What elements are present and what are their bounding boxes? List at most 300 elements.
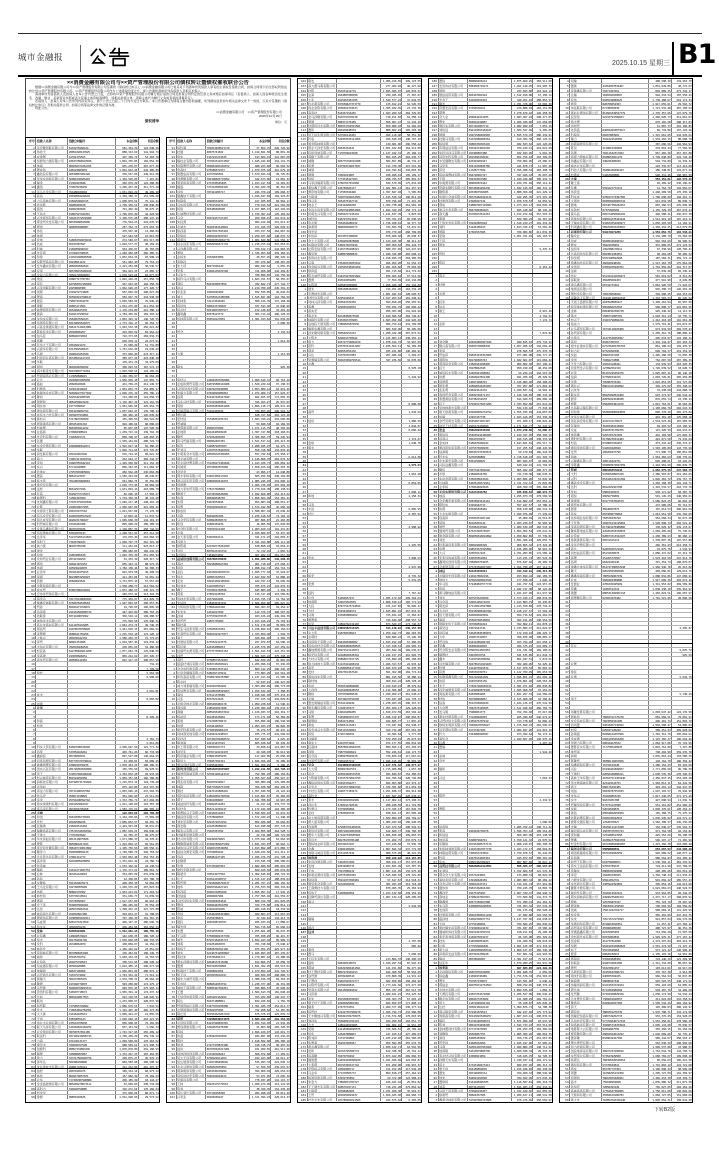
cell: 100: [169, 1091, 176, 1095]
table-row: [429, 216, 552, 220]
cell: [336, 168, 380, 171]
cell: 66526154441: [336, 146, 380, 149]
cell: 昌泰: [35, 750, 67, 753]
table-row: [26, 941, 159, 945]
cell: 14: [433, 626, 438, 630]
cell: 105,221.86: [380, 349, 401, 352]
cell: 234,709.88: [401, 322, 421, 325]
cell: 47737735563153: [205, 649, 249, 652]
cell: 创郭: [35, 290, 67, 293]
cell: 739146686792137: [205, 881, 249, 884]
cell: [35, 675, 67, 678]
cell: 华马恒: [438, 582, 468, 585]
cell: 1,198,941.03: [249, 693, 270, 696]
table-row: [167, 246, 290, 250]
cell: 302108825778952: [205, 177, 249, 180]
cell: 278,742.47: [532, 604, 552, 607]
cell: 66,733.98: [138, 750, 159, 753]
cell: 66: [31, 990, 35, 994]
cell: 215,041.09: [532, 402, 552, 405]
cell: 朱业建成丰有限公司: [35, 1065, 67, 1068]
table-row: [429, 643, 552, 647]
cell: 37378690650: [205, 815, 249, 818]
cell: 020411870153: [67, 562, 115, 565]
cell: [401, 516, 421, 519]
cell: 盛盛材刘投有限公司: [177, 662, 205, 666]
cell: 203,903.59: [115, 330, 138, 333]
cell: 创兴张: [307, 199, 337, 202]
cell: 291,168.93: [138, 1047, 159, 1050]
cell: 527,944.58: [115, 234, 138, 237]
table-row: [298, 885, 421, 889]
cell: 昌郭: [176, 395, 206, 398]
cell: 281726059502090: [67, 767, 115, 770]
cell: 1,878,444.25: [115, 763, 138, 766]
table-row: [26, 250, 159, 254]
cell: 金高材: [176, 168, 206, 171]
table-row: [167, 1094, 290, 1098]
cell: 7879709858548: [336, 692, 380, 695]
cell: [380, 472, 401, 475]
table-row: [429, 401, 552, 405]
cell: 地力李实贸有限公司: [177, 487, 205, 491]
cell: 7: [32, 172, 35, 176]
table-row: [167, 622, 290, 626]
cell: 1,967,132.12: [380, 895, 401, 898]
cell: 1,206,096.19: [249, 662, 270, 665]
cell: 609554356136: [336, 349, 380, 352]
cell: 228,746.88: [401, 776, 421, 779]
cell: 众大业: [438, 115, 468, 118]
cell: 华联: [35, 360, 67, 363]
cell: 69: [302, 586, 307, 591]
cell: 200,185.99: [115, 1078, 138, 1081]
cell: [532, 292, 552, 295]
cell: 037658427373779: [336, 102, 380, 105]
cell: [401, 587, 421, 590]
cell: 56: [31, 434, 35, 439]
cell: 泰宏何发隆有限公司: [35, 846, 67, 849]
table-row: [167, 653, 290, 657]
cell: 1,077,042.78: [115, 649, 138, 652]
cell: 110,387.28: [138, 802, 159, 805]
cell: [336, 591, 380, 594]
cell: [336, 446, 380, 449]
cell: 304394557986: [467, 177, 511, 180]
table-row: [298, 1035, 421, 1039]
cell: 385,977.24: [115, 356, 138, 359]
cell: 141,815.10: [532, 728, 552, 731]
cell: 37: [302, 445, 307, 450]
cell: 175,834.60: [401, 181, 421, 184]
cell: 28,709.40: [401, 1027, 421, 1030]
cell: 74625531306: [336, 860, 380, 863]
cell: 02878923416161: [467, 499, 511, 502]
table-row: [167, 342, 290, 346]
table-row: [167, 963, 290, 967]
table-row: [167, 561, 290, 565]
cell: 600,950.62: [380, 243, 401, 246]
cell: 1,424,921.04: [115, 824, 138, 827]
cell: 2185201027488: [205, 706, 249, 709]
cell: 创发吴: [307, 230, 337, 233]
table-row: [26, 1020, 159, 1024]
cell: 238,822.45: [532, 419, 552, 422]
cell: 材诚置: [35, 426, 67, 429]
cell: 159,244.89: [401, 283, 421, 286]
table-row: [429, 467, 552, 471]
cell: 43,992.32: [532, 388, 552, 391]
cell: 林联: [176, 785, 206, 788]
table-row: [429, 180, 552, 184]
cell: 12321175555: [67, 155, 115, 158]
cell: 发林: [35, 929, 67, 932]
cell: 0339141508757: [205, 877, 249, 880]
cell: 陈业诚贸有限公司: [307, 274, 337, 277]
cell: 311,058.48: [249, 269, 270, 272]
cell: 111: [300, 771, 307, 776]
cell: 1,206,437.20: [115, 185, 138, 188]
cell: 593,258.80: [115, 982, 138, 985]
cell: 商投: [176, 282, 206, 285]
table-row: [167, 775, 290, 779]
table-row: [167, 1077, 290, 1081]
cell: 22: [433, 366, 438, 370]
cell: 223,048.38: [138, 356, 159, 359]
table-row: [167, 591, 290, 595]
table-row: [429, 533, 552, 537]
cell: 217,692.06: [138, 798, 159, 801]
cell: 恒杨: [307, 177, 337, 180]
cell: 295,634.82: [270, 868, 290, 871]
table-row: [298, 1079, 421, 1083]
cell: 郭泰: [176, 592, 206, 595]
cell: 兴成泽有限公司: [176, 203, 206, 206]
cell: 1,176,234.80: [115, 308, 138, 311]
cell: 380540253232: [336, 331, 380, 334]
cell: 1,657.38: [401, 767, 421, 770]
cell: 53,971.05: [249, 1074, 270, 1077]
cell: 隆贸: [176, 435, 206, 438]
cell: 173: [300, 1044, 307, 1049]
cell: 596633099799514: [336, 358, 380, 361]
cell: 1,631,893.16: [115, 487, 138, 490]
announcement-table-strip-4: [428, 78, 553, 1103]
cell: 15: [31, 255, 35, 259]
cell: 0285831899081: [336, 283, 380, 286]
cell: 华科王: [35, 540, 67, 543]
cell: 何林兴孙有限公司: [307, 300, 337, 303]
table-row: [429, 409, 552, 413]
cell: 置成和: [35, 168, 67, 171]
cell: 961,718.18: [249, 562, 270, 565]
cell: 221,388.14: [138, 308, 159, 311]
cell: 248,445.96: [532, 446, 552, 449]
table-row: [298, 242, 421, 246]
cell: 111,082.97: [138, 465, 159, 468]
cell: 167,845.70: [401, 807, 421, 810]
cell: 468,399.78: [511, 485, 532, 488]
cell: [401, 922, 421, 925]
cell: 115: [300, 789, 307, 793]
cell: 453697829675362: [205, 842, 249, 845]
table-row: [298, 458, 421, 462]
cell: 力润: [35, 1039, 67, 1042]
cell: 展通信: [307, 719, 337, 722]
table-row: [429, 339, 552, 343]
cell: 25: [171, 347, 176, 351]
cell: 信刘: [307, 930, 337, 933]
cell: 98: [171, 176, 176, 180]
cell: 润王: [176, 636, 206, 639]
cell: 通鑫信天有限公司: [176, 194, 206, 197]
table-row: [298, 246, 421, 250]
cell: 1,381,971.02: [511, 684, 532, 687]
cell: 24,328.93: [249, 750, 270, 753]
cell: 43,004.06: [532, 459, 552, 462]
cell: 05312553599: [205, 929, 249, 932]
cell: 1,365,182.35: [380, 106, 401, 109]
cell: 268,832.05: [532, 596, 552, 599]
cell: 2: [32, 198, 35, 202]
cell: [511, 265, 532, 268]
cell: 461281615802: [205, 715, 249, 718]
cell: 80861570302: [67, 890, 115, 893]
cell: 242,299.87: [270, 269, 290, 272]
cell: 100,333.55: [138, 938, 159, 941]
cell: 506491704738975: [336, 1014, 380, 1017]
cell: 929656109032: [336, 305, 380, 308]
cell: 61: [171, 504, 176, 509]
cell: 1,022,577.37: [115, 242, 138, 245]
table-row: [26, 521, 159, 525]
cell: 76: [171, 570, 176, 574]
cell: 1,331,661.42: [115, 859, 138, 862]
cell: 59: [31, 447, 35, 452]
cell: 18: [302, 362, 307, 366]
table-row: [298, 661, 421, 665]
cell: 泽达刘达有限公司: [176, 1091, 206, 1094]
cell: 61: [31, 968, 35, 972]
cell: 186337896543036: [67, 159, 115, 162]
cell: 9588101755256: [67, 632, 115, 635]
table-row: [429, 432, 552, 436]
cell: 业诚: [438, 754, 468, 757]
table-row: [298, 1053, 421, 1057]
cell: 91: [171, 1051, 176, 1055]
cell: 162: [300, 996, 307, 1000]
table-row: [167, 915, 290, 919]
cell: 740156511053: [205, 811, 249, 814]
cell: 19777060047: [67, 404, 115, 407]
table-row: [429, 683, 552, 687]
cell: 313703357083: [336, 353, 380, 356]
cell: [380, 935, 401, 938]
cell: 65: [171, 937, 176, 942]
cell: 15: [302, 348, 307, 353]
cell: 62: [31, 972, 35, 977]
cell: 73: [171, 972, 176, 977]
table-row: [167, 1020, 290, 1024]
cell: 97,138.53: [270, 382, 290, 385]
cell: 778177668890: [205, 487, 249, 490]
cell: 115: [300, 137, 307, 141]
cell: 58,355.67: [270, 277, 290, 280]
cell: 675,378.23: [249, 1012, 270, 1015]
cell: 227: [431, 260, 438, 265]
table-row: [26, 1007, 159, 1011]
cell: 50332633197: [336, 842, 380, 845]
cell: 204,406.56: [401, 256, 421, 259]
cell: 107,780.70: [138, 877, 159, 880]
cell: 1,321,914.88: [249, 540, 270, 543]
cell: 311,152.95: [380, 1067, 401, 1070]
cell: 大林兴: [35, 636, 67, 639]
cell: 1,426,950.89: [115, 461, 138, 464]
cell: 97,252.03: [532, 688, 552, 691]
cell: 442,319.19: [511, 569, 532, 572]
cell: 隆杨: [307, 692, 337, 695]
cell: 83,998.19: [138, 255, 159, 258]
cell: 和高: [35, 719, 67, 722]
cell: 83139829549475: [67, 321, 115, 324]
cell: 1,859,421.27: [115, 1012, 138, 1015]
cell: 192,905.33: [401, 644, 421, 647]
cell: 78: [171, 579, 176, 583]
cell: 诚大: [176, 295, 206, 298]
cell: 167,005.48: [401, 811, 421, 814]
cell: 6,294.67: [401, 353, 421, 356]
table-row: [298, 467, 421, 471]
cell: 达赵: [35, 995, 67, 998]
cell: 213,545.70: [249, 859, 270, 862]
cell: 和达成吴有限公司: [35, 518, 67, 521]
cell: 15: [171, 719, 176, 723]
cell: 1,653,213.01: [115, 890, 138, 893]
cell: 天刘: [35, 1017, 67, 1020]
cell: 245,321.79: [138, 588, 159, 591]
cell: 65,664.83: [270, 820, 290, 823]
cell: [336, 380, 380, 383]
cell: 1355675707919: [467, 719, 511, 722]
cell: 159: [300, 983, 307, 987]
cell: 赵兴: [176, 286, 206, 289]
cell: 655,343.11: [115, 562, 138, 565]
table-row: [167, 806, 290, 810]
cell: 31: [31, 837, 35, 841]
cell: 61,552.33: [401, 261, 421, 264]
cell: 07425745754: [67, 955, 115, 958]
cell: 245,391.33: [270, 286, 290, 289]
cell: 197,326.37: [138, 654, 159, 657]
cell: 33: [31, 334, 35, 338]
cell: 153,425.32: [401, 992, 421, 995]
table-row: [298, 736, 421, 740]
cell: 298,027.89: [138, 290, 159, 293]
table-row: [167, 849, 290, 853]
table-row: [429, 559, 552, 563]
cell: [380, 587, 401, 590]
table-row: [298, 414, 421, 418]
cell: 2194272774668: [67, 290, 115, 293]
table-row: [298, 339, 421, 343]
cell: 朱张商: [35, 251, 67, 254]
cell: 36: [433, 428, 438, 432]
table-row: [26, 587, 159, 591]
cell: 538,868.93: [249, 544, 270, 547]
cell: [438, 772, 468, 775]
cell: 298,277.59: [532, 468, 552, 471]
cell: 联实: [176, 365, 206, 368]
cell: 1,596,504.16: [249, 811, 270, 814]
cell: 46,227.92: [401, 84, 421, 87]
cell: 1,355,527.62: [249, 776, 270, 779]
cell: 86: [171, 1029, 176, 1034]
cell: 97,739.81: [532, 534, 552, 537]
cell: 925936222878: [67, 566, 115, 569]
cell: 23,666.23: [401, 688, 421, 691]
cell: 171: [300, 1036, 307, 1040]
cell: [511, 318, 532, 321]
section-title-gonggao-glyphs: [88, 45, 130, 69]
cell: 11: [171, 286, 176, 290]
cell: 54: [433, 507, 438, 511]
cell: 66,300.33: [138, 566, 159, 569]
table-row: [429, 687, 552, 691]
cell: 973,394.62: [511, 732, 532, 735]
cell: 19,720.03: [115, 605, 138, 608]
table-row: [26, 959, 159, 963]
table-row: [298, 956, 421, 960]
cell: 68,006.69: [138, 422, 159, 425]
cell: 373,002.20: [115, 352, 138, 355]
table-row: [26, 622, 159, 626]
cell: 77: [171, 574, 176, 579]
cell: [380, 565, 401, 568]
cell: 7970661740596: [205, 588, 249, 591]
cell: 184,774.44: [401, 670, 421, 673]
cell: 148,797.10: [401, 137, 421, 140]
cell: 986862487455: [205, 439, 249, 442]
cell: 6,302.79: [270, 636, 290, 639]
cell: 徐陈胡: [176, 544, 206, 547]
cell: 1,591,928.50: [115, 1095, 138, 1098]
cell: 1,695,026.97: [380, 89, 401, 92]
cell: [307, 547, 337, 550]
cell: 126: [300, 837, 307, 842]
cell: 207: [431, 172, 438, 176]
cell: 联天马泽有限公司: [35, 1025, 67, 1028]
cell: 72: [171, 552, 176, 557]
cell: [307, 534, 337, 537]
cell: 81: [302, 639, 307, 643]
cell: 81247928830391: [205, 1021, 249, 1024]
cell: 195,550.21: [138, 846, 159, 849]
cell: 147,528.50: [138, 426, 159, 429]
cell: 106,946.05: [401, 820, 421, 823]
cell: 153: [300, 956, 307, 961]
cell: 建张鑫投有限公司: [307, 706, 337, 709]
cell: 7: [435, 300, 438, 304]
cell: 1: [304, 287, 307, 291]
table-row: [26, 364, 159, 368]
cell: 1,581,306.24: [511, 538, 532, 541]
cell: 580,124.35: [249, 299, 270, 302]
cell: 8078123315759: [205, 549, 249, 552]
cell: 和宏: [307, 574, 337, 577]
table-row: [298, 484, 421, 488]
cell: 219: [431, 225, 438, 229]
